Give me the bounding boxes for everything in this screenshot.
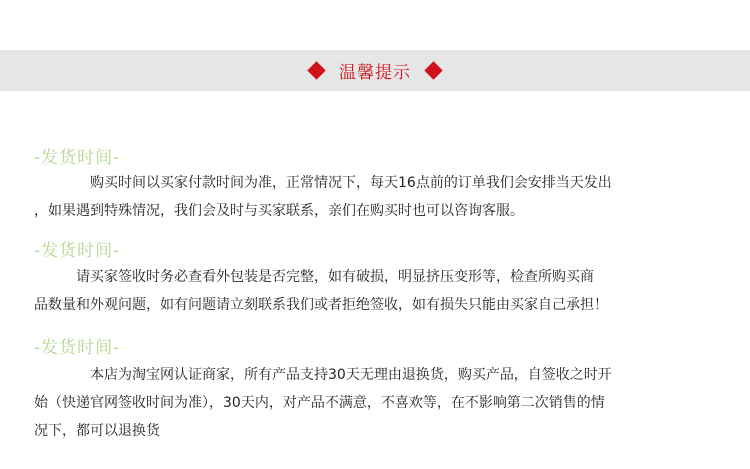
paragraph-line: 品数量和外观问题，如有问题请立刻联系我们或者拒绝签收，如有损失只能由买家自己承担！ [34,297,608,313]
diamond-left-icon [307,61,325,79]
section-heading-3: -发货时间- [34,338,121,358]
section-paragraph-1 [34,169,710,225]
paragraph-line: 本店为淘宝网认证商家，所有产品支持30天无理由退换货，购买产品，自签收之时开 [34,367,612,383]
paragraph-line: 购买时间以买家付款时间为准，正常情况下，每天16点前的订单我们会安排当天发出 [34,175,612,191]
paragraph-line: 始（快递官网签收时间为准），30天内，对产品不满意，不喜欢等，在不影响第二次销售的情 [34,395,605,411]
paragraph-line: 请买家签收时务必查看外包装是否完整，如有破损，明显挤压变形等，检查所购买商 [34,269,594,285]
paragraph-line: ，如果遇到特殊情况，我们会及时与买家联系，亲们在购买时也可以咨询客服。 [34,203,524,219]
section-heading-1: -发货时间- [34,148,121,168]
banner-title: 温馨提示 [339,63,411,83]
section-paragraph-2 [34,263,710,319]
section-paragraph-3 [34,361,710,445]
paragraph-line: 况下，都可以退换货 [34,423,160,439]
section-heading-2: -发货时间- [34,241,121,261]
diamond-right-icon [424,61,442,79]
notice-banner [0,50,750,91]
